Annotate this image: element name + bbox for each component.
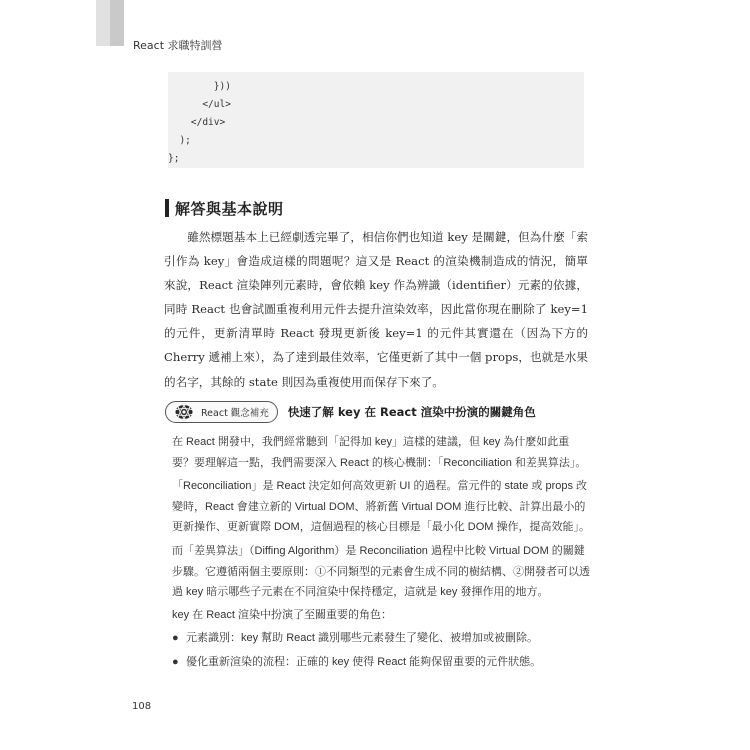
list-item bbox=[172, 652, 590, 672]
thumb-tab-light bbox=[96, 0, 110, 46]
bullet-icon: ● bbox=[172, 656, 179, 668]
code-line: </div> bbox=[168, 117, 226, 128]
section-heading bbox=[165, 198, 284, 218]
code-block bbox=[168, 72, 584, 168]
body-paragraph: 雖然標題基本上已經劇透完畢了，相信你們也知道 key 是關鍵，但為什麼「索引作為 key」會造成這樣的問題呢？這又是 React 的渲染機制造成的情況，簡單來說，React 渲染陣列元素時，會依賴 key 作為辨識（identifier）元素的依據，同時 React 也會試圖重複利用元件去提升渲染效率，因此當你現在刪除了 key=1 的元件，更新清單時 React 發現更新後 key=1 的元件其實還在（因為下方的 Cherry 遞補上來），為了達到最佳效率，它僅更新了其中一個 props，也就是水果的名字，其餘的 state 則因為重複使用而保存下來了。 bbox=[164, 230, 588, 389]
sidebar-paragraph: 在 React 開發中，我們經常聽到「記得加 key」這樣的建議，但 key 為什麼如此重要？要理解這一點，我們需要深入 React 的核心機制：「Reconciliation 和差異算法」。 bbox=[172, 436, 587, 469]
list-item bbox=[172, 628, 590, 648]
running-head: React 求職特訓營 bbox=[133, 39, 223, 52]
react-logo-icon bbox=[171, 404, 197, 420]
sidebar-paragraph: key 在 React 渲染中扮演了至關重要的角色： bbox=[172, 609, 393, 621]
section-heading-text: 解答與基本說明 bbox=[175, 199, 284, 218]
heading-bar bbox=[165, 199, 169, 217]
sidebar-paragraph: 而「差異算法」（Diffing Algorithm）是 Reconciliation 過程中比較 Virtual DOM 的關鍵步驟。它遵循兩個主要原則：①不同類型的元素會生成不同的樹結構、②開發者可以透過 key 暗示哪些子元素在不同渲染中保持穩定，這就是 key 發揮作用的地方。 bbox=[172, 545, 590, 598]
code-line: }; bbox=[168, 153, 180, 164]
code-line: </ul> bbox=[168, 99, 231, 110]
concept-badge bbox=[165, 401, 278, 423]
sidebar-header bbox=[165, 400, 536, 424]
concept-badge-label: React 觀念補充 bbox=[201, 408, 269, 419]
bullet-icon: ● bbox=[172, 632, 179, 644]
code-line: ); bbox=[168, 135, 191, 146]
page-thumb-tabs bbox=[96, 0, 124, 46]
list-item-text: 優化重新渲染的流程：正確的 key 使得 React 能夠保留重要的元件狀態。 bbox=[186, 656, 542, 668]
list-item-text: 元素識別：key 幫助 React 識別哪些元素發生了變化、被增加或被刪除。 bbox=[186, 632, 539, 644]
thumb-tab-dark bbox=[110, 0, 124, 46]
code-line: })) bbox=[168, 81, 231, 92]
sidebar-title: 快速了解 key 在 React 渲染中扮演的關鍵角色 bbox=[287, 405, 536, 419]
page-number: 108 bbox=[132, 701, 152, 712]
sidebar-paragraph: 「Reconciliation」是 React 決定如何高效更新 UI 的過程。當元件的 state 或 props 改變時，React 會建立新的 Virtual DOM、將新舊 Virtual DOM 進行比較、計算出最小的更新操作、更新實際 DOM，這個過程的核心目標是「最小化 DOM 操作，提高效能」。 bbox=[172, 480, 590, 533]
